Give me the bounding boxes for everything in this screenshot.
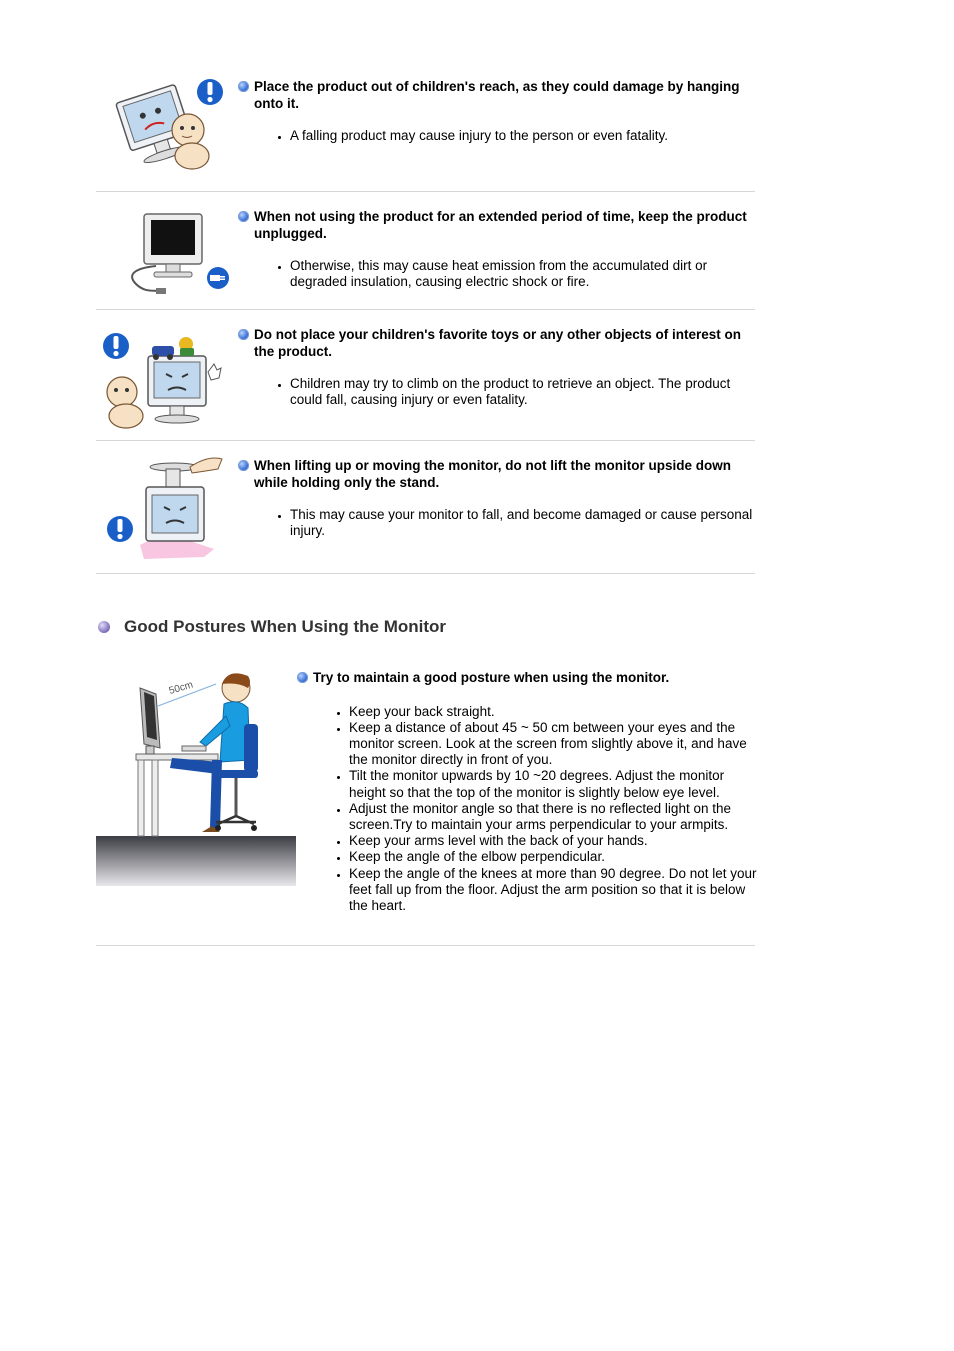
section-divider (96, 945, 755, 946)
unplug-icon (207, 267, 229, 289)
blue-bullet-icon (238, 329, 249, 340)
section-divider (96, 440, 755, 441)
child-hanging-on-monitor-illustration (96, 74, 236, 174)
distance-label: 50cm (167, 679, 195, 697)
list-item: • Keep the angle of the knees at more than 90 degree. Do not let your feet fall up from the floor. Adjust the arm position so that it is below the heart. (349, 866, 757, 915)
section-divider (96, 573, 755, 574)
purple-bullet-icon (98, 621, 110, 633)
list-item: • Adjust the monitor angle so that there is no reflected light on the screen.Try to maintain your arms perpendicular to your armpits. (349, 801, 757, 833)
detail-list (238, 128, 758, 144)
warning-section-3 (96, 322, 755, 434)
warning-heading: Place the product out of children's reach, as they could damage by hanging onto it. (238, 79, 758, 112)
section-divider (96, 309, 755, 310)
warning-section-4 (96, 453, 755, 567)
list-item: • Children may try to climb on the product to retrieve an object. The product could fall, causing injury or even fatality. (290, 376, 758, 408)
list-item: • This may cause your monitor to fall, and become damaged or cause personal injury. (290, 507, 758, 539)
warning-heading: When not using the product for an extended period of time, keep the product unplugged. (238, 209, 758, 242)
section-title: Good Postures When Using the Monitor (96, 616, 446, 638)
list-item: • A falling product may cause injury to the person or even fatality. (290, 128, 758, 144)
list-item: • Keep a distance of about 45 ~ 50 cm between your eyes and the monitor screen. Look at the screen from slightly above it, and have the monitor directly in front of you. (349, 720, 757, 769)
section-divider (96, 191, 755, 192)
lifting-monitor-illustration (96, 453, 236, 563)
detail-list (238, 258, 758, 290)
list-item: • Keep your arms level with the back of your hands. (349, 833, 757, 849)
blue-bullet-icon (238, 81, 249, 92)
blue-bullet-icon (238, 460, 249, 471)
detail-list (238, 376, 758, 408)
detail-list (238, 507, 758, 539)
warning-heading: When lifting up or moving the monitor, do not lift the monitor upside down while holding only the stand. (238, 458, 758, 491)
blue-bullet-icon (297, 672, 308, 683)
list-item: • Keep the angle of the elbow perpendicular. (349, 849, 757, 865)
good-posture-illustration (96, 666, 296, 886)
warning-heading: Do not place your children's favorite toys or any other objects of interest on the product. (238, 327, 758, 360)
warning-section-2 (96, 204, 755, 304)
list-item: • Tilt the monitor upwards by 10 ~20 degrees. Adjust the monitor height so that the top of the monitor is slightly below eye level. (349, 768, 757, 800)
warning-section-1 (96, 74, 755, 184)
toys-on-monitor-illustration (96, 322, 236, 430)
posture-section (96, 666, 755, 936)
posture-heading: Try to maintain a good posture when using the monitor. (297, 670, 757, 687)
list-item: • Keep your back straight. (349, 704, 757, 720)
unplugged-monitor-illustration (96, 204, 236, 299)
posture-tips-list (297, 704, 757, 915)
warning-exclamation-icon (197, 79, 223, 105)
warning-exclamation-icon (103, 333, 129, 359)
warning-exclamation-icon (107, 516, 133, 542)
blue-bullet-icon (238, 211, 249, 222)
list-item: • Otherwise, this may cause heat emission from the accumulated dirt or degraded insulation, causing electric shock or fire. (290, 258, 758, 290)
